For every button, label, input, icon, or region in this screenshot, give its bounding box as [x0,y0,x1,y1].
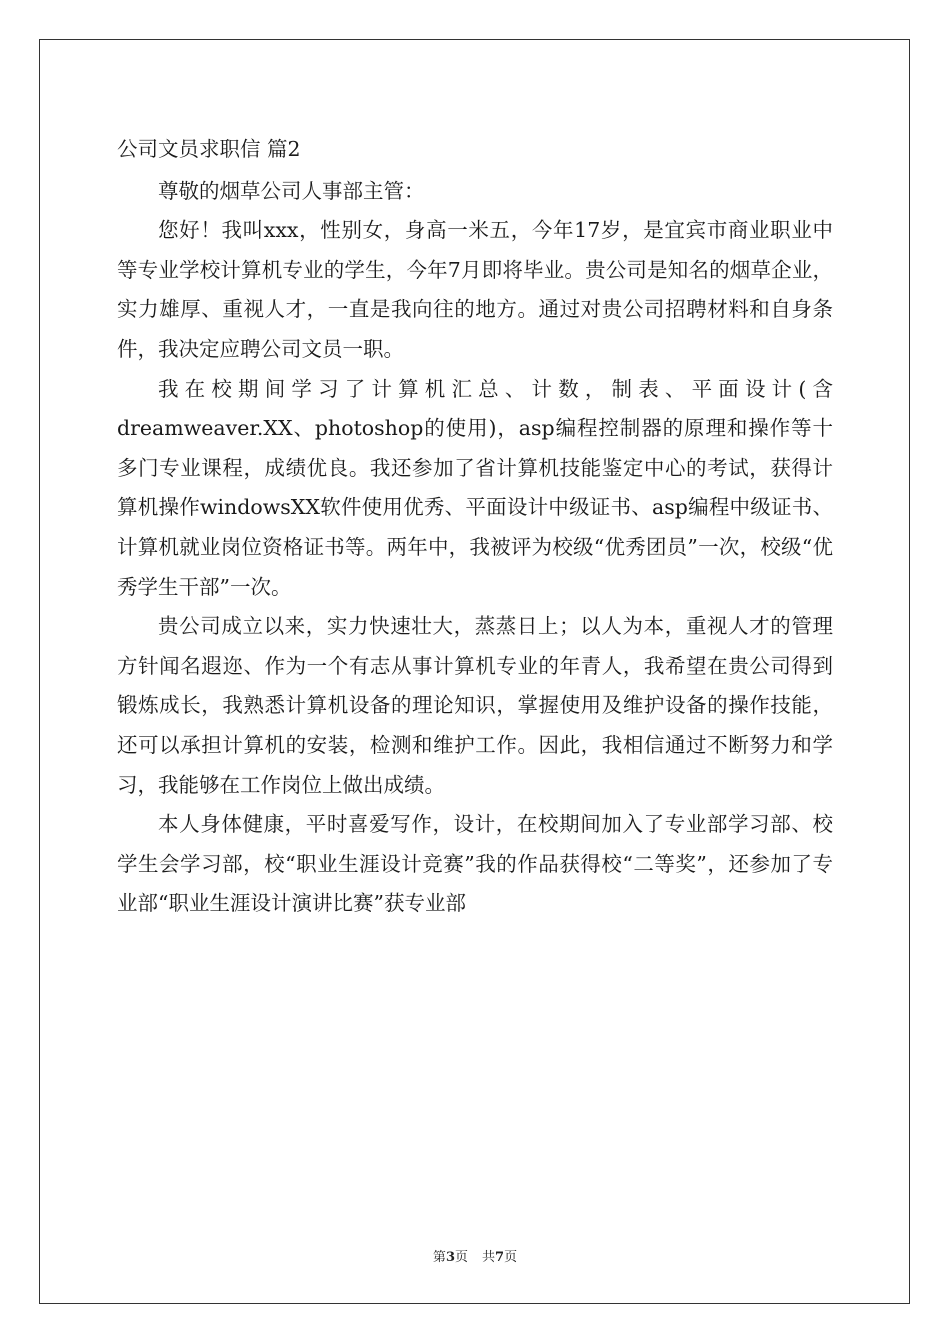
paragraph-studies: 我在校期间学习了计算机汇总、计数，制表、平面设计(含dreamweaver.XX、photoshop的使用)，asp编程控制器的原理和操作等十多门专业课程，成绩优良。我还参加了省计算机技能鉴定中心的考试，获得计算机操作windowsXX软件使用优秀、平面设计中级证书、asp编程中级证书、计算机就业岗位资格证书等。两年中，我被评为校级“优秀团员”一次，校级“优秀学生干部”一次。 [117,376,833,599]
page-prefix: 第 [432,1250,446,1265]
page-footer [0,1250,950,1266]
total-prefix: 共 [482,1250,496,1265]
paragraph-greeting: 您好！我叫xxx，性别女，身高一米五，今年17岁，是宜宾市商业职业中等专业学校计算机专业的学生，今年7月即将毕业。贵公司是知名的烟草企业，实力雄厚、重视人才，一直是我向往的地方。通过对贵公司招聘材料和自身条件，我决定应聘公司文员一职。 [117,218,833,361]
salutation: 尊敬的烟草公司人事部主管： [158,178,425,203]
total-suffix: 页 [504,1250,518,1265]
paragraph-activities: 本人身体健康，平时喜爱写作，设计，在校期间加入了专业部学习部、校学生会学习部，校“职业生涯设计竞赛”我的作品获得校“二等奖”，还参加了专业部“职业生涯设计演讲比赛”获专业部 [117,812,833,916]
document-body [117,130,833,924]
total-pages: 7 [495,1250,505,1265]
page-suffix: 页 [454,1250,468,1265]
page-number: 3 [445,1250,455,1265]
document-heading: 公司文员求职信 篇2 [117,137,301,161]
paragraph-motivation: 贵公司成立以来，实力快速壮大，蒸蒸日上；以人为本，重视人才的管理方针闻名遐迩、作为一个有志从事计算机专业的年青人，我希望在贵公司得到锻炼成长，我熟悉计算机设备的理论知识，掌握使用及维护设备的操作技能，还可以承担计算机的安装，检测和维护工作。因此，我相信通过不断努力和学习，我能够在工作岗位上做出成绩。 [117,614,833,797]
